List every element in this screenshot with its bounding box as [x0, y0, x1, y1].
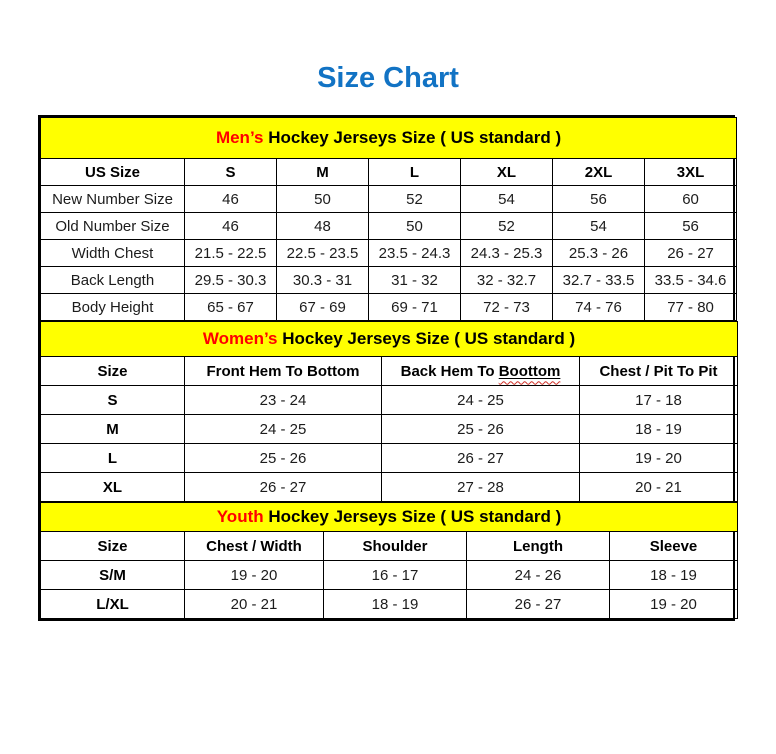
- size-cell: 29.5 - 30.3: [185, 267, 277, 294]
- size-cell: 50: [369, 213, 461, 240]
- row-label: New Number Size: [41, 186, 185, 213]
- column-header: US Size: [41, 159, 185, 186]
- section-banner: [41, 322, 738, 357]
- size-cell: 24 - 26: [467, 561, 610, 590]
- table-row: [41, 240, 737, 267]
- row-label: Old Number Size: [41, 213, 185, 240]
- size-cell: 25.3 - 26: [553, 240, 645, 267]
- size-cell: 20 - 21: [580, 473, 738, 502]
- table-row: [41, 386, 738, 415]
- section-banner-text: Hockey Jerseys Size ( US standard ): [263, 507, 562, 526]
- size-cell: 22.5 - 23.5: [277, 240, 369, 267]
- size-cell: 24 - 25: [185, 415, 382, 444]
- column-header: Chest / Width: [185, 532, 324, 561]
- size-cell: 26 - 27: [185, 473, 382, 502]
- section-banner: [41, 118, 737, 159]
- table-header-row: [41, 532, 738, 561]
- table-row: [41, 415, 738, 444]
- size-cell: 69 - 71: [369, 294, 461, 321]
- section-name-highlight: Youth: [216, 507, 264, 526]
- size-cell: 46: [185, 186, 277, 213]
- size-cell: 25 - 26: [382, 415, 580, 444]
- row-label: Body Height: [41, 294, 185, 321]
- table-row: [41, 444, 738, 473]
- mens-size-table: [40, 117, 737, 321]
- size-cell: 18 - 19: [324, 590, 467, 619]
- row-label: XL: [41, 473, 185, 502]
- size-cell: 21.5 - 22.5: [185, 240, 277, 267]
- row-label: L: [41, 444, 185, 473]
- section-banner-text: Hockey Jerseys Size ( US standard ): [263, 128, 562, 147]
- womens-size-table: [40, 321, 738, 502]
- row-label: S: [41, 386, 185, 415]
- column-header: Size: [41, 532, 185, 561]
- table-row: [41, 186, 737, 213]
- youth-banner: [41, 503, 738, 532]
- table-row: [41, 294, 737, 321]
- size-cell: 18 - 19: [610, 561, 738, 590]
- womens-banner: [41, 322, 738, 357]
- size-cell: 33.5 - 34.6: [645, 267, 737, 294]
- column-header: S: [185, 159, 277, 186]
- column-header: Size: [41, 357, 185, 386]
- column-header: 3XL: [645, 159, 737, 186]
- size-cell: 24 - 25: [382, 386, 580, 415]
- size-cell: 26 - 27: [382, 444, 580, 473]
- size-cell: 56: [553, 186, 645, 213]
- row-label: Width Chest: [41, 240, 185, 267]
- table-header-row: [41, 357, 738, 386]
- column-header: Length: [467, 532, 610, 561]
- table-row: [41, 213, 737, 240]
- size-cell: 27 - 28: [382, 473, 580, 502]
- column-header: Sleeve: [610, 532, 738, 561]
- size-cell: 30.3 - 31: [277, 267, 369, 294]
- column-header: [382, 357, 580, 386]
- misspelled-word: Boottom: [498, 362, 561, 380]
- row-label: Back Length: [41, 267, 185, 294]
- size-cell: 65 - 67: [185, 294, 277, 321]
- size-cell: 32.7 - 33.5: [553, 267, 645, 294]
- size-cell: 18 - 19: [580, 415, 738, 444]
- size-cell: 25 - 26: [185, 444, 382, 473]
- row-label: M: [41, 415, 185, 444]
- size-cell: 52: [369, 186, 461, 213]
- row-label: L/XL: [41, 590, 185, 619]
- size-cell: 19 - 20: [580, 444, 738, 473]
- mens-banner: [41, 118, 737, 159]
- section-banner: [41, 503, 738, 532]
- size-cell: 48: [277, 213, 369, 240]
- column-header: Front Hem To Bottom: [185, 357, 382, 386]
- section-name-highlight: Men’s: [215, 128, 264, 147]
- size-cell: 72 - 73: [461, 294, 553, 321]
- size-cell: 19 - 20: [610, 590, 738, 619]
- size-cell: 54: [553, 213, 645, 240]
- column-header-text: Back Hem To: [400, 362, 499, 380]
- column-header: 2XL: [553, 159, 645, 186]
- size-cell: 23 - 24: [185, 386, 382, 415]
- size-cell: 19 - 20: [185, 561, 324, 590]
- section-name-highlight: Women’s: [202, 329, 278, 348]
- size-cell: 23.5 - 24.3: [369, 240, 461, 267]
- column-header: Shoulder: [324, 532, 467, 561]
- size-cell: 26 - 27: [467, 590, 610, 619]
- column-header: L: [369, 159, 461, 186]
- row-label: S/M: [41, 561, 185, 590]
- page-title: Size Chart: [317, 62, 459, 94]
- youth-size-table: [40, 502, 738, 619]
- size-cell: 74 - 76: [553, 294, 645, 321]
- size-cell: 20 - 21: [185, 590, 324, 619]
- column-header: M: [277, 159, 369, 186]
- size-cell: 52: [461, 213, 553, 240]
- size-cell: 56: [645, 213, 737, 240]
- table-row: [41, 473, 738, 502]
- size-cell: 32 - 32.7: [461, 267, 553, 294]
- table-row: [41, 590, 738, 619]
- size-cell: 16 - 17: [324, 561, 467, 590]
- size-cell: 77 - 80: [645, 294, 737, 321]
- section-banner-text: Hockey Jerseys Size ( US standard ): [277, 329, 576, 348]
- size-cell: 24.3 - 25.3: [461, 240, 553, 267]
- size-chart: [38, 115, 735, 621]
- size-cell: 50: [277, 186, 369, 213]
- size-cell: 26 - 27: [645, 240, 737, 267]
- table-header-row: [41, 159, 737, 186]
- size-cell: 60: [645, 186, 737, 213]
- size-cell: 17 - 18: [580, 386, 738, 415]
- column-header: Chest / Pit To Pit: [580, 357, 738, 386]
- table-row: [41, 267, 737, 294]
- size-cell: 31 - 32: [369, 267, 461, 294]
- size-cell: 46: [185, 213, 277, 240]
- size-cell: 54: [461, 186, 553, 213]
- size-cell: 67 - 69: [277, 294, 369, 321]
- column-header: XL: [461, 159, 553, 186]
- table-row: [41, 561, 738, 590]
